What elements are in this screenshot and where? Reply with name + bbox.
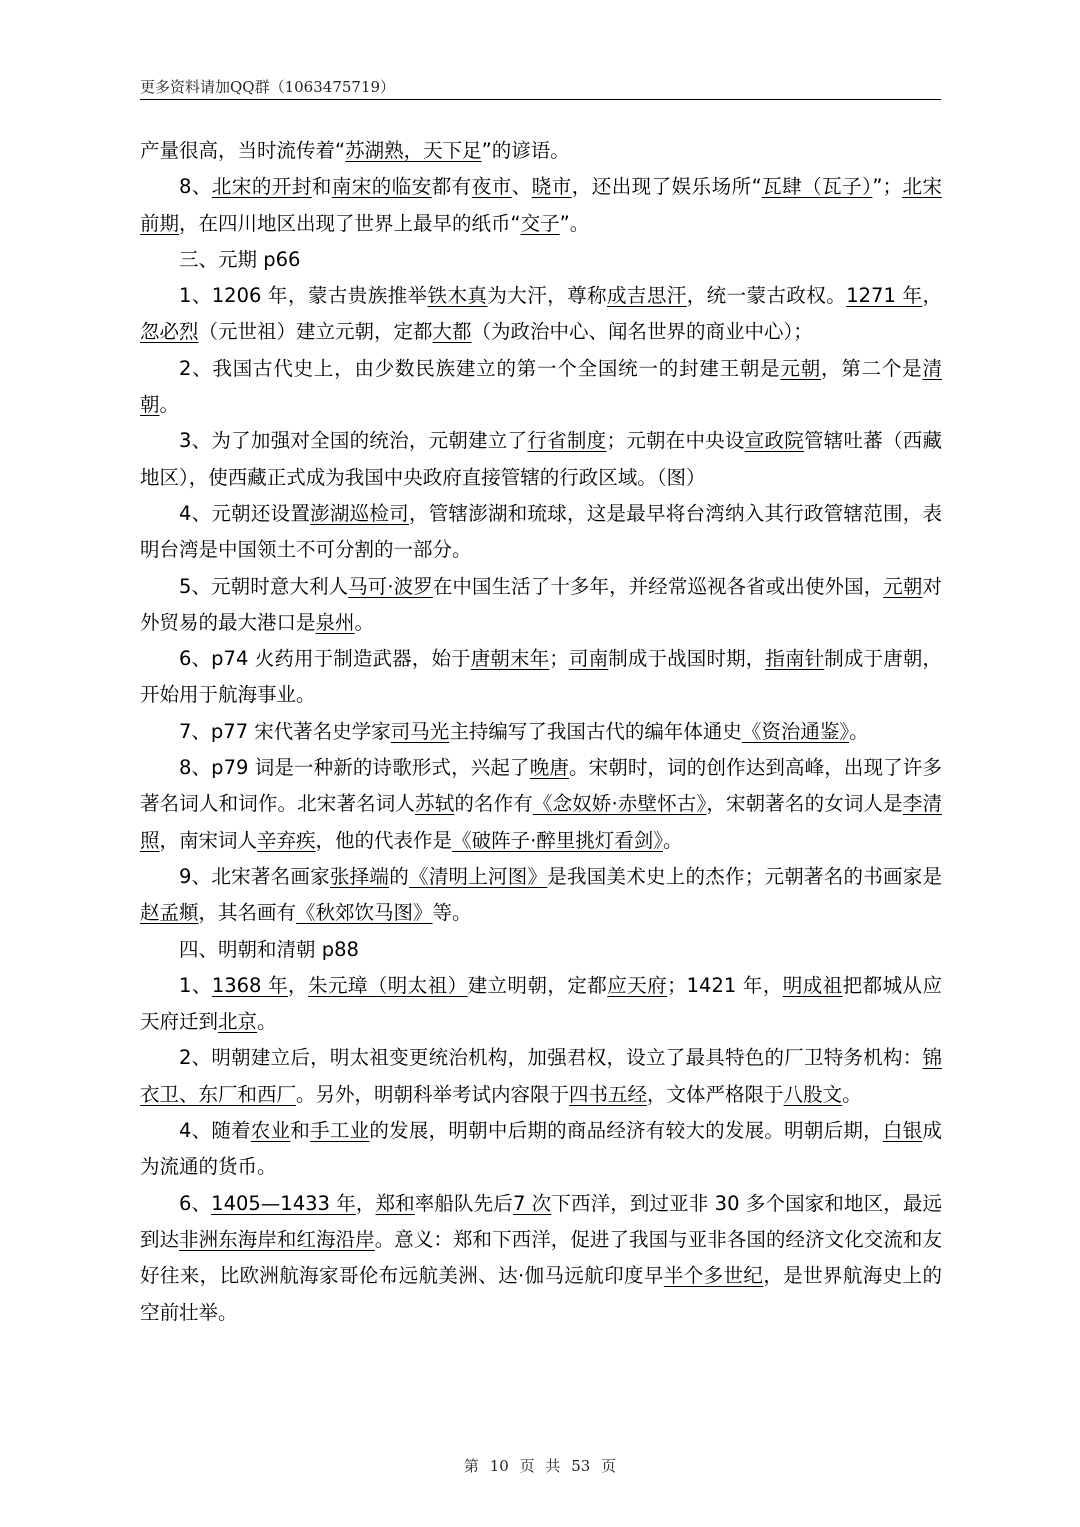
underlined-term: 晓市	[531, 175, 572, 199]
text-run: 对外贸易的最大港口是	[140, 574, 942, 634]
underlined-term: 元朝	[780, 356, 822, 380]
document-body	[140, 133, 942, 1331]
paragraph	[140, 133, 942, 169]
underlined-term: 夜市	[471, 175, 512, 199]
underlined-term: 应天府	[607, 973, 668, 997]
underlined-term: 明成祖	[782, 973, 843, 997]
underlined-term: 成吉思汗	[606, 284, 687, 308]
paragraph	[140, 242, 942, 278]
text-run: 把都城从应天府迁到	[140, 973, 942, 1034]
text-run: 成为流通的货币。	[140, 1119, 942, 1179]
text-run: 主持编写了我国古代的编年体通史	[449, 719, 742, 743]
text-run: 1、1206 年，蒙古贵族推举	[179, 284, 428, 308]
paragraph	[140, 932, 942, 968]
paragraph	[140, 750, 942, 859]
footer-mid2: 共	[545, 1457, 561, 1475]
text-run: 和	[311, 175, 332, 199]
underlined-term: 赵孟頫	[140, 901, 199, 925]
text-run: 率船队先后	[414, 1191, 513, 1215]
underlined-term: 非洲东海岸和红海沿岸	[179, 1227, 375, 1251]
paragraph	[140, 1186, 942, 1331]
underlined-term: 朱元璋（明太祖）	[308, 973, 468, 997]
text-run: 下西洋，到过亚非 30 多个国家和地区，最远到达	[140, 1191, 942, 1251]
underlined-term: 李清照	[140, 792, 942, 852]
text-run: ”。	[559, 211, 590, 235]
text-run: 8、p79 词是一种新的诗歌形式，兴起了	[179, 756, 530, 780]
text-run: 5、元朝时意大利人	[179, 574, 349, 598]
text-run: 4、随着	[179, 1119, 251, 1143]
underlined-term: 1405—1433 年	[211, 1191, 356, 1215]
underlined-term: 《念奴娇·赤壁怀古》	[532, 792, 707, 816]
paragraph	[140, 1113, 942, 1186]
underlined-term: 白银	[882, 1119, 923, 1143]
underlined-term: 泉州	[315, 610, 355, 634]
underlined-term: 《资治通鉴》	[741, 719, 850, 743]
text-run: 的名作有	[454, 792, 533, 816]
paragraph	[140, 496, 942, 569]
text-run: ；	[549, 647, 569, 671]
text-run: ，	[355, 1191, 376, 1215]
underlined-term: 农业	[250, 1119, 291, 1143]
text-run: 9、北宋著名画家	[179, 864, 330, 888]
text-run: ，他的代表作是	[315, 828, 453, 852]
text-run: ，是世界航海史上的空前壮举。	[140, 1264, 942, 1324]
text-run: ”；	[872, 175, 902, 199]
text-run: ；元朝在中央设	[606, 429, 745, 453]
paragraph	[140, 423, 942, 496]
text-run: 都有	[431, 175, 472, 199]
underlined-term: 半个多世纪	[663, 1264, 764, 1288]
underlined-term: 行省制度	[527, 429, 607, 453]
underlined-term: 辛弃疾	[257, 828, 316, 852]
underlined-term: 手工业	[310, 1119, 370, 1143]
text-run: 。	[663, 828, 683, 852]
text-run: 。另外，明朝科举考试内容限于	[296, 1082, 570, 1106]
underlined-term: 大都	[432, 320, 472, 344]
underlined-term: 晚唐	[529, 756, 569, 780]
underlined-term: 苏轼	[415, 792, 455, 816]
text-run: 建立明朝，定都	[467, 973, 608, 997]
text-run: 和	[290, 1119, 311, 1143]
underlined-term: 7 次	[512, 1191, 552, 1215]
text-run: 2、我国古代史上，由少数民族建立的第一个全国统一的封建王朝是	[179, 356, 781, 380]
text-run: ，	[288, 973, 308, 997]
underlined-term: 北宋的开封	[211, 175, 312, 199]
underlined-term: 瓦肆（瓦子）	[761, 175, 873, 199]
text-run: ”的谚语。	[481, 139, 570, 162]
text-run: 制成于唐朝，开始用于航海事业。	[140, 647, 942, 707]
underlined-term: 交子	[520, 211, 560, 235]
text-run: ，宋朝著名的女词人是	[706, 792, 903, 816]
text-run: 。	[159, 393, 180, 417]
underlined-term: 1271 年	[846, 284, 923, 308]
underlined-term: 四书五经	[569, 1082, 648, 1106]
underlined-term: 苏湖熟，天下足	[345, 139, 482, 162]
underlined-term: 清朝	[140, 356, 942, 417]
underlined-term: 锦衣卫、东厂和西厂	[140, 1046, 942, 1106]
text-run: 8、	[179, 175, 212, 199]
footer-page-number: 10	[489, 1457, 509, 1475]
text-run: 6、p74 火药用于制造武器，始于	[179, 647, 471, 671]
underlined-term: 《秋郊饮马图》	[296, 901, 433, 925]
text-run: ，管辖澎湖和琉球，这是最早将台湾纳入其行政管辖范围，表明台湾是中国领土不可分割的一部分。	[140, 501, 942, 562]
underlined-term: 宣政院	[744, 429, 804, 453]
underlined-term: 忽必烈	[140, 320, 199, 344]
text-run: 在中国生活了十多年，并经常巡视各省或出使外国，	[432, 574, 884, 598]
underlined-term: 《破阵子·醉里挑灯看剑》	[452, 828, 664, 852]
text-run: 。	[849, 719, 869, 743]
paragraph	[140, 968, 942, 1041]
text-run: 6、	[179, 1191, 212, 1215]
underlined-term: 唐朝末年	[470, 647, 550, 671]
text-run: 四、明朝和清朝 p88	[179, 937, 359, 961]
text-run: 3、为了加强对全国的统治，元朝建立了	[179, 429, 528, 453]
paragraph	[140, 1040, 942, 1113]
text-run: ，	[922, 284, 942, 308]
text-run: ；1421 年，	[667, 973, 783, 997]
text-run: 。	[354, 610, 375, 634]
underlined-term: 北京	[218, 1010, 258, 1034]
underlined-term: 郑和	[375, 1191, 415, 1215]
text-run: 2、明朝建立后，明太祖变更统治机构，加强君权，设立了最具特色的厂卫特务机构：	[179, 1046, 923, 1070]
text-run: 。	[257, 1010, 277, 1034]
underlined-term: 铁木真	[427, 284, 488, 308]
paragraph	[140, 569, 942, 642]
text-run: 的发展，明朝中后期的商品经济有较大的发展。明朝后期，	[369, 1119, 883, 1143]
underlined-term: 《清明上河图》	[408, 864, 548, 888]
text-run: ，还出现了娱乐场所“	[571, 175, 762, 199]
footer-suffix: 页	[601, 1457, 617, 1475]
text-run: 。意义：郑和下西洋，促进了我国与亚非各国的经济文化交流和友好往来，比欧洲航海家哥伦布远航美洲、达·伽马远航印度早	[140, 1227, 942, 1288]
paragraph	[140, 169, 942, 242]
footer-mid1: 页	[519, 1457, 535, 1475]
text-run: 是我国美术史上的杰作；元朝著名的书画家是	[547, 864, 942, 888]
underlined-term: 南宋的临安	[331, 175, 432, 199]
text-run: ，南宋词人	[159, 828, 258, 852]
text-run: ，文体严格限于	[647, 1082, 784, 1106]
underlined-term: 司南	[568, 647, 609, 671]
page-footer	[0, 1455, 1080, 1476]
underlined-term: 张择端	[329, 864, 390, 888]
text-run: ，统一蒙古政权。	[686, 284, 847, 308]
footer-total-pages: 53	[571, 1457, 591, 1475]
page-header: 更多资料请加QQ群（1063475719）	[140, 78, 396, 96]
underlined-term: 司马光	[390, 719, 450, 743]
text-run: 管辖吐蕃（西藏地区），使西藏正式成为我国中央政府直接管辖的行政区域。（图）	[140, 429, 942, 489]
underlined-term: 八股文	[783, 1082, 843, 1106]
paragraph	[140, 714, 942, 750]
underlined-term: 马可·波罗	[348, 574, 433, 598]
underlined-term: 元朝	[883, 574, 923, 598]
footer-prefix: 第	[463, 1457, 479, 1475]
text-run: ，其名画有	[198, 901, 297, 925]
paragraph	[140, 859, 942, 932]
text-run: （元世祖）建立元朝，定都	[198, 320, 433, 344]
underlined-term: 指南针	[765, 647, 825, 671]
text-run: 等。	[432, 901, 472, 925]
underlined-term: 澎湖巡检司	[310, 501, 409, 525]
text-run: 。宋朝时，词的创作达到高峰，出现了许多著名词人和词作。北宋著名词人	[140, 756, 942, 816]
text-run: 产量很高，当时流传着“	[140, 139, 346, 162]
text-run: ，在四川地区出现了世界上最早的纸币“	[179, 211, 521, 235]
header-divider	[140, 99, 941, 100]
text-run: 为大汗，尊称	[487, 284, 607, 308]
underlined-term: 1368 年	[211, 973, 289, 997]
text-run: 三、元期 p66	[179, 247, 301, 271]
paragraph	[140, 351, 942, 424]
paragraph	[140, 641, 942, 714]
paragraph	[140, 278, 942, 351]
text-run: 的	[389, 864, 409, 888]
text-run: ，第二个是	[821, 356, 923, 380]
text-run: 7、p77 宋代著名史学家	[179, 719, 391, 743]
underlined-term: 北宋前期	[140, 175, 942, 235]
text-run: 制成于战国时期，	[608, 647, 766, 671]
text-run: （为政治中心、闻名世界的商业中心）；	[471, 320, 813, 344]
text-run: 、	[511, 175, 532, 199]
text-run: 4、元朝还设置	[179, 501, 311, 525]
text-run: 1、	[179, 973, 212, 997]
text-run: 。	[842, 1082, 862, 1106]
